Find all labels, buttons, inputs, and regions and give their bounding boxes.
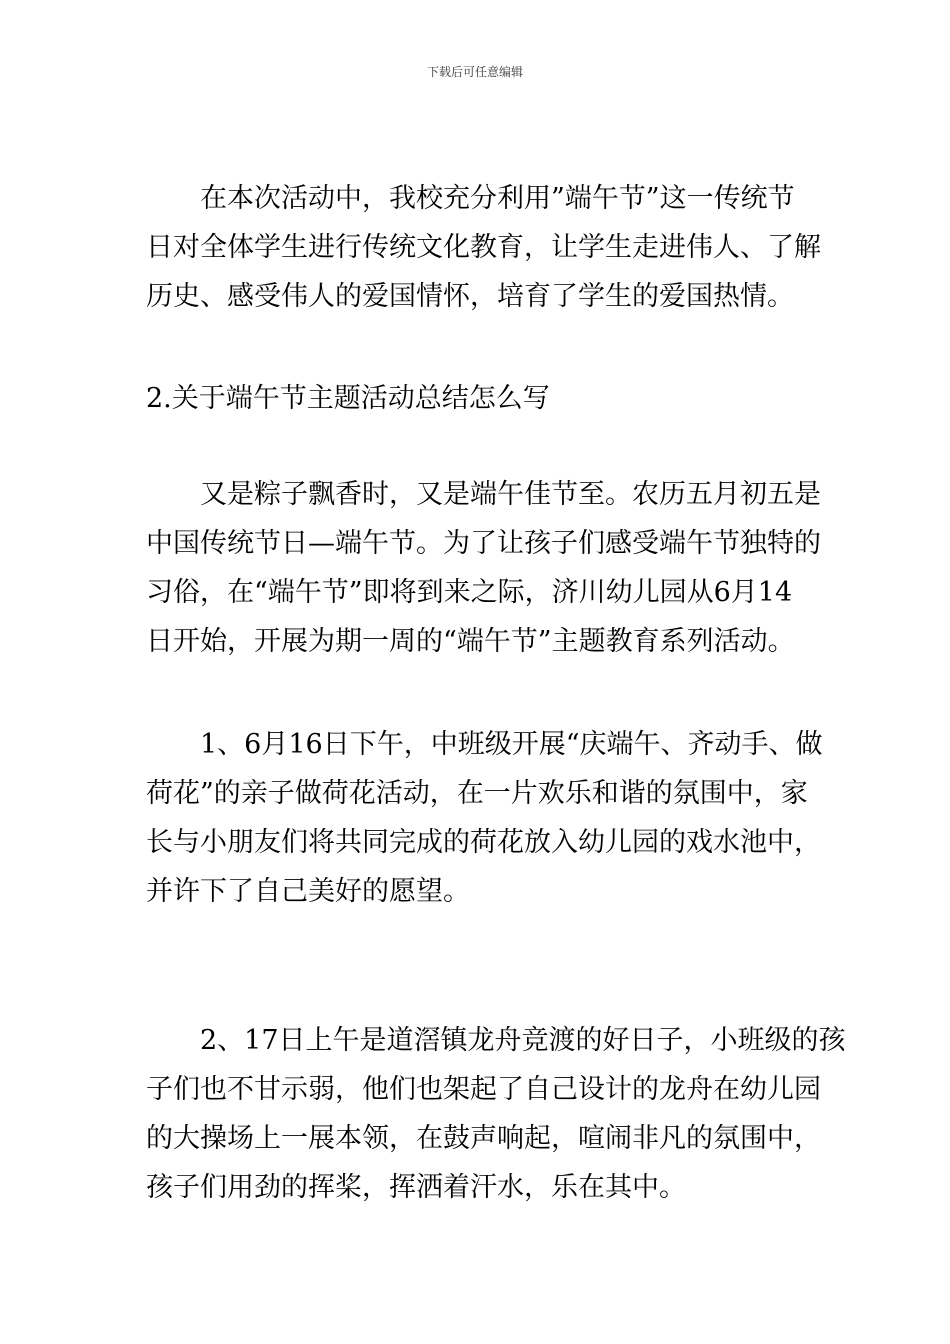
paragraph-line: 日开始，开展为期一周的“端午节”主题教育系列活动。 xyxy=(146,626,795,657)
paragraph-line: 荷花”的亲子做荷花活动，在一片欢乐和谐的氛围中，家 xyxy=(146,778,808,809)
paragraph-line: 日对全体学生进行传统文化教育，让学生走进伟人、了解 xyxy=(146,232,821,263)
paragraph-line: 2、17日上午是道滘镇龙舟竞渡的好日子，小班级的孩 xyxy=(146,1025,846,1056)
paragraph-line: 又是粽子飘香时，又是端午佳节至。农历五月初五是 xyxy=(146,479,821,510)
paragraph-line: 习俗，在“端午节”即将到来之际，济川幼儿园从6月14 xyxy=(146,577,793,608)
section-heading xyxy=(146,374,810,423)
paragraph-line: 子们也不甘示弱，他们也架起了自己设计的龙舟在幼儿园 xyxy=(146,1074,821,1105)
heading-text: 2.关于端午节主题活动总结怎么写 xyxy=(146,383,550,414)
paragraph-line: 孩子们用劲的挥桨，挥洒着汗水，乐在其中。 xyxy=(146,1172,686,1203)
paragraph-1 xyxy=(146,174,821,321)
paragraph-line: 在本次活动中，我校充分利用”端午节”这一传统节 xyxy=(146,183,795,214)
paragraph-line: 并许下了自己美好的愿望。 xyxy=(146,876,470,907)
paragraph-line: 1、6月16日下午，中班级开展“庆端午、齐动手、做 xyxy=(146,729,823,760)
paragraph-4 xyxy=(146,1016,846,1212)
paragraph-line: 历史、感受伟人的爱国情怀，培育了学生的爱国热情。 xyxy=(146,281,794,312)
paragraph-line: 的大操场上一展本领，在鼓声响起，喧闹非凡的氛围中， xyxy=(146,1123,821,1154)
paragraph-3 xyxy=(146,720,823,916)
page-header: 下载后可任意编辑 xyxy=(426,65,523,79)
paragraph-line: 中国传统节日—端午节。为了让孩子们感受端午节独特的 xyxy=(146,528,821,559)
paragraph-2 xyxy=(146,470,821,666)
paragraph-line: 长与小朋友们将共同完成的荷花放入幼儿园的戏水池中， xyxy=(146,827,821,858)
